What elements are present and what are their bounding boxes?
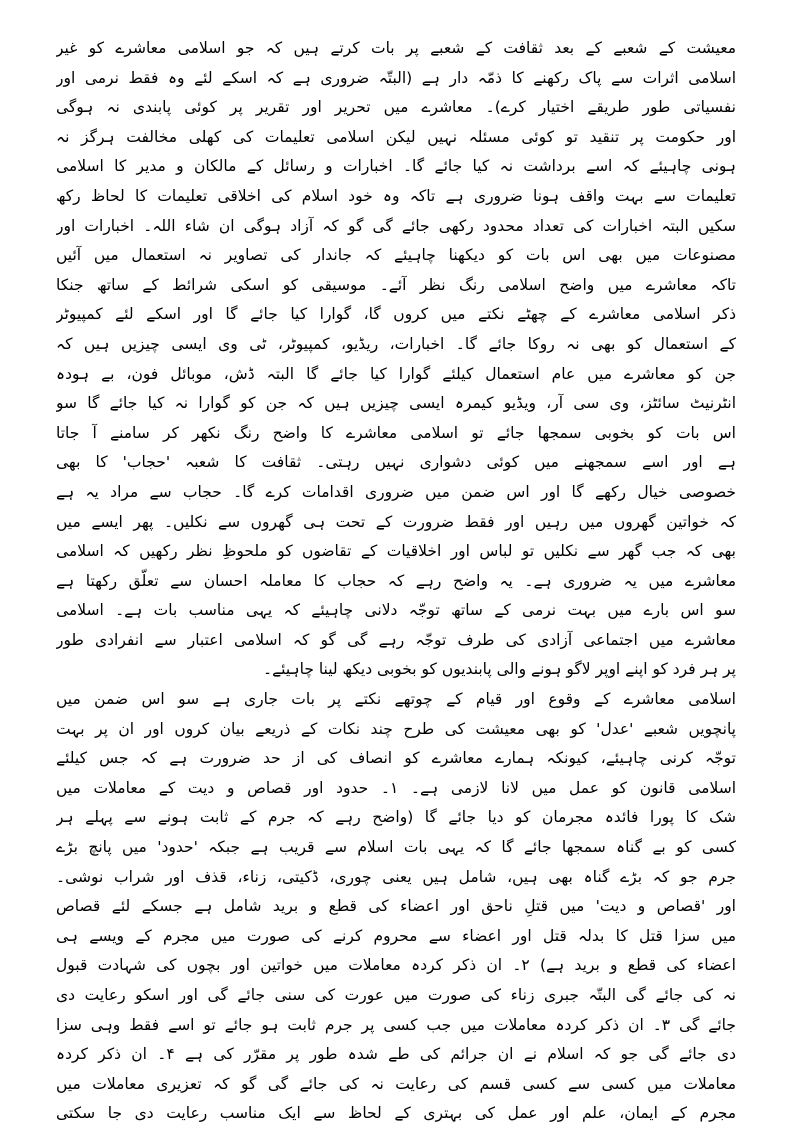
text-line: پر ہر فرد کو اپنے اوپر لاگو ہونے والی پابندیوں کو بخوبی دیکھ لینا چاہیئے۔ [263, 660, 736, 679]
text-line: شک کا پورا فائدہ مجرمان کو دیا جائے گا (واضح رہے کہ جرم کے ثابت ہونے سے پہلے ہر [56, 808, 736, 827]
text-line: سو اس بارے میں بہت نرمی کے ساتھ توجّہ دلانی چاہیئے کہ یہی مناسب بات ہے۔ اسلامی [56, 601, 736, 620]
text-line: معیشت کے شعبے کے بعد ثقافت کے شعبے پر بات کرتے ہیں کہ جو اسلامی معاشرے کو غیر [56, 39, 736, 57]
text-line: اور 'قصاص و دیت' میں قتلِ ناحق اور اعضاء کی قطع و برید شامل ہے جسکے لئے قصاص [56, 897, 736, 916]
text-line: اس بات کو بخوبی سمجھا جائے تو اسلامی معاشرے کا واضح رنگ نکھر کر سامنے آ جاتا [56, 423, 736, 442]
text-line: مصنوعات میں بھی اس بات کو دیکھنا چاہیئے کہ جاندار کی تصاویر نہ استعمال میں آئیں [56, 246, 736, 265]
text-line: معاملات میں کسی سے کسی قسم کی رعایت نہ کی جائے گی گو کہ تعزیری معاملات میں [56, 1074, 736, 1093]
text-line: ذکر اسلامی معاشرے کے چھٹے نکتے میں کروں گا، گوارا کیا جائے گا اور اسکے لئے کمپیوٹر [56, 305, 736, 324]
text-line: خصوصی خیال رکھے گا اور اس ضمن میں ضروری اقدامات کرے گا۔ حجاب سے مراد یہ ہے [56, 482, 736, 501]
text-line: جن کو معاشرے میں عام استعمال کیلئے گوارا کیا جائے گا البتہ ڈش، موبائل فون، بے ہودہ [56, 364, 736, 383]
text-line: مجرم کے ایمان، علم اور عمل کی بہتری کے لحاظ سے ایک مناسب رعایت دی جا سکتی [56, 1104, 736, 1123]
text-line: دی جائے گی جو کہ اسلام نے ان جرائم کی طے شدہ طور پر مقرّر کی ہے ۴۔ ان ذکر کردہ [56, 1045, 736, 1064]
text-line: معاشرے میں یہ ضروری ہے۔ یہ واضح رہے کہ حجاب کا معاملہ احسان سے تعلّق رکھتا ہے [56, 571, 736, 590]
text-line: نہ کی جائے گی البتّہ جبری زناء کی صورت میں عورت کی سنی جائے گی اور اسکو رعایت دی [56, 986, 736, 1004]
text-line: توجّہ کرنی چاہیئے، کیونکہ ہمارے معاشرے کو انصاف کی از حد ضرورت ہے کہ جس کیلئے [56, 749, 736, 768]
text-line: کہ خواتین گھروں میں رہیں اور فقط ضرورت کے تحت ہی گھروں سے نکلیں۔ پھر ایسے میں [56, 512, 736, 531]
text-line: کسی کو بے گناہ سمجھا جائے گا کہ یہی بات اسلام سے قریب ہے جبکہ 'حدود' میں پانچ بڑے [56, 838, 736, 857]
text-line: پانچویں شعبے 'عدل' کو بھی معیشت کی طرح چند نکات کے ذریعے بیان کروں اور ان پر بہت [56, 719, 736, 738]
text-line: اعضاء کی قطع و برید ہے) ٢۔ ان ذکر کردہ معاملات میں خواتین اور بچوں کی شہادت قبول [56, 956, 736, 975]
text-line: ہونی چاہیئے کہ اسے برداشت نہ کیا جائے گا۔ اخبارات و رسائل کے مالکان و مدیر کا اسلامی [56, 157, 736, 176]
text-line: نفسیاتی طور طریقے اختیار کرے)۔ معاشرے میں تحریر اور تقریر پر کوئی پابندی نہ ہوگی [56, 98, 736, 117]
document-page [56, 34, 736, 1129]
text-line: جرم جو کہ بڑے گناہ بھی ہیں، شامل ہیں یعنی چوری، ڈکیتی، زناء، قذف اور شراب نوشی۔ [56, 867, 736, 886]
text-line: جائے گی ٣۔ ان ذکر کردہ معاملات میں جب کسی پر جرم ثابت ہو جائے تو اسے فقط وہی سزا [56, 1015, 736, 1034]
text-line: تعلیمات سے بہت واقف ہونا ضروری ہے تاکہ وہ خود اسلام کی اخلاقی تعلیمات کا لحاظ رکھ [56, 186, 736, 205]
text-line: سکیں البتہ اخبارات کی تعداد محدود رکھی جائے گی گو کہ آزاد ہوگی ان شاء اللہ۔ اخبارات اور [56, 216, 736, 235]
text-line: اسلامی معاشرے کے وقوع اور قیام کے چوتھے نکتے پر بات جاری ہے سو اس ضمن میں [56, 690, 736, 709]
text-line: اور حکومت پر تنقید تو کوئی مسئلہ نہیں لیکن اسلامی تعلیمات کی کھلی مخالفت ہرگز نہ [56, 127, 736, 146]
text-line: میں سزا قتل کا بدلہ قتل اور اعضاء سے محروم کرنے کی صورت میں مجرم کے ویسے ہی [56, 926, 736, 945]
text-line: تاکہ معاشرے میں واضح اسلامی رنگ نظر آئے۔ موسیقی کو اسکی شرائط کے ساتھ جنکا [56, 275, 736, 294]
text-line: کے استعمال کو بھی نہ روکا جائے گا۔ اخبارات، ریڈیو، کمپیوٹر، ٹی وی ایسی چیزیں ہیں کہ [56, 334, 736, 353]
text-line: انٹرنیٹ سائٹز، وی سی آر، ویڈیو کیمرہ ایسی چیزیں ہیں کہ جن کو گوارا نہ کیا جائے گا سو [56, 394, 736, 413]
text-line: اسلامی قانون کو عمل میں لانا لازمی ہے۔ ١۔ حدود اور قصاص و دیت کے معاملات میں [56, 778, 736, 797]
text-line: ہے اور اسے سمجھنے میں کوئی دشواری نہیں رہتی۔ ثقافت کا شعبہ 'حجاب' کا بھی [56, 453, 736, 472]
text-line: اسلامی اثرات سے پاک رکھنے کا ذمّہ دار ہے (البتّہ ضروری ہے کہ اسکے لئے وہ فقط نرمی اور [56, 68, 736, 87]
text-line: معاشرے میں اجتماعی آزادی کی طرف توجّہ رہے گی گو کہ اسلامی اعتبار سے انفرادی طور [56, 630, 736, 649]
text-line: بھی کہ جب گھر سے نکلیں تو لباس اور اخلاقیات کے تقاضوں کو ملحوظِ نظر رکھیں کہ اسلامی [56, 542, 736, 561]
